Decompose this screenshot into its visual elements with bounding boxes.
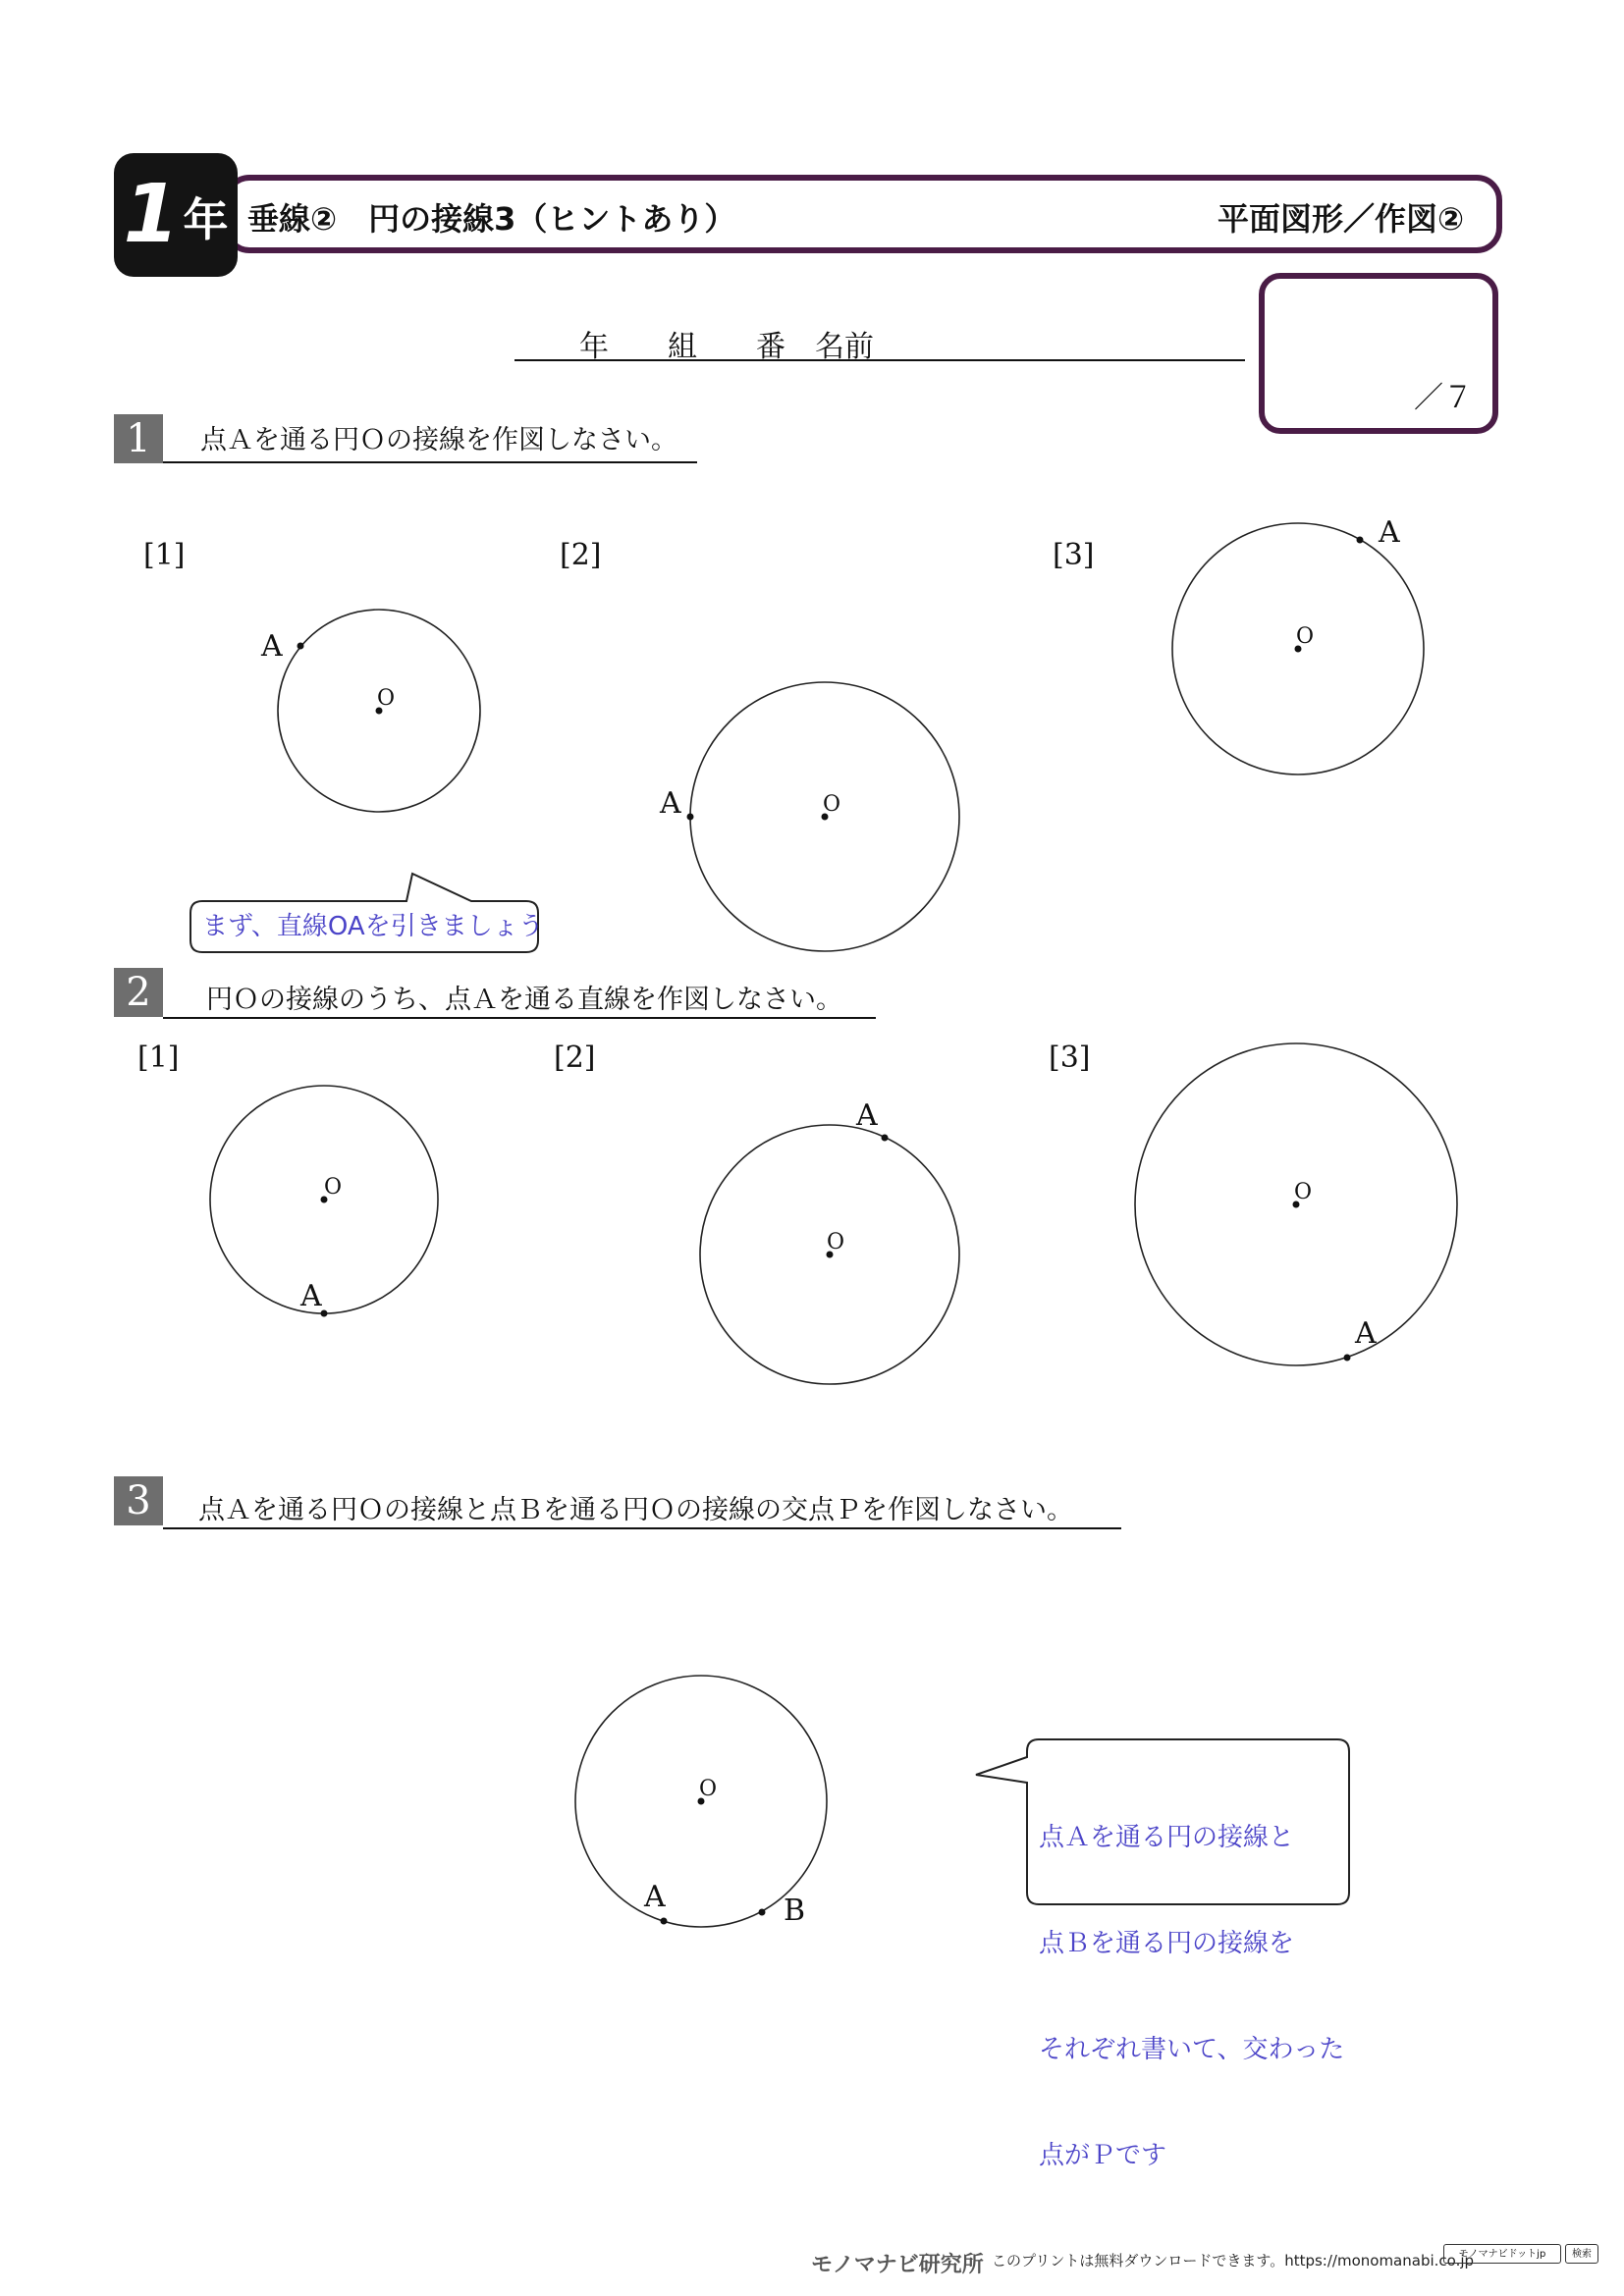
section-1-question: 点Ａを通る円Ｏの接線を作図しなさい。 [200, 425, 677, 455]
grade-number: 1 [123, 168, 180, 261]
footer-text: このプリントは無料ダウンロードできます。https://monomanabi.co.jp [992, 2252, 1475, 2269]
section-3-question: 点Ａを通る円Ｏの接線と点Ｂを通る円Ｏの接線の交点Ｐを作図しなさい。 [198, 1495, 1073, 1525]
hint-3-line-4: 点がＰです [1039, 2141, 1167, 2170]
section-2-sub-2-label: [2] [554, 1041, 596, 1075]
point-a-2-3 [1344, 1355, 1351, 1362]
hint-3-text [1039, 1749, 1344, 2209]
hint-3-line-1: 点Ａを通る円の接線と [1039, 1823, 1295, 1852]
hint-1-text: まず、直線OAを引きましょう [202, 912, 544, 941]
label-b-3: B [784, 1894, 806, 1928]
footer-logo: モノマナビ研究所 [811, 2253, 984, 2277]
point-a-1-1 [298, 643, 304, 650]
label-o-1-3: O [1296, 624, 1315, 649]
student-info-labels: 年 組 番 名前 [579, 330, 874, 364]
label-a-1-1: A [261, 629, 283, 664]
section-3-number: 3 [114, 1476, 163, 1525]
label-a-2-2: A [856, 1098, 878, 1133]
score-total: ／７ [1414, 381, 1473, 415]
label-o-1-1: O [377, 686, 396, 711]
label-o-3: O [699, 1777, 718, 1801]
section-2-number: 2 [114, 968, 163, 1017]
label-a-1-3: A [1379, 515, 1400, 550]
point-b-3 [759, 1909, 766, 1916]
section-1-number: 1 [114, 414, 163, 463]
worksheet-title: 垂線② 円の接線3（ヒントあり） [247, 200, 736, 238]
worksheet-category: 平面図形／作図② [1218, 200, 1465, 238]
label-o-2-2: O [827, 1230, 845, 1255]
label-a-3: A [644, 1880, 666, 1914]
hint-3-line-3: それぞれ書いて、交わった [1039, 2035, 1345, 2064]
footer-search-button[interactable]: 検索 [1565, 2244, 1598, 2264]
point-a-1-3 [1357, 537, 1364, 544]
point-a-1-2 [687, 814, 694, 821]
grade-unit: 年 [183, 193, 229, 246]
section-2-sub-3-label: [3] [1049, 1041, 1091, 1075]
point-a-2-2 [882, 1135, 889, 1142]
section-1-sub-2-label: [2] [560, 538, 602, 572]
section-1-sub-1-label: [1] [143, 538, 186, 572]
label-a-1-2: A [660, 786, 681, 821]
label-o-2-1: O [324, 1175, 343, 1200]
section-2-sub-1-label: [1] [137, 1041, 180, 1075]
section-2-question: 円Ｏの接線のうち、点Ａを通る直線を作図しなさい。 [206, 985, 842, 1015]
label-o-2-3: O [1294, 1180, 1313, 1204]
footer-site-button[interactable]: モノマナビドットjp [1443, 2244, 1561, 2264]
hint-3-line-2: 点Ｂを通る円の接線を [1039, 1929, 1295, 1958]
label-a-2-3: A [1355, 1316, 1377, 1351]
section-1-sub-3-label: [3] [1053, 538, 1095, 572]
point-a-3 [661, 1918, 668, 1925]
label-a-2-1: A [300, 1279, 322, 1313]
label-o-1-2: O [823, 792, 841, 817]
